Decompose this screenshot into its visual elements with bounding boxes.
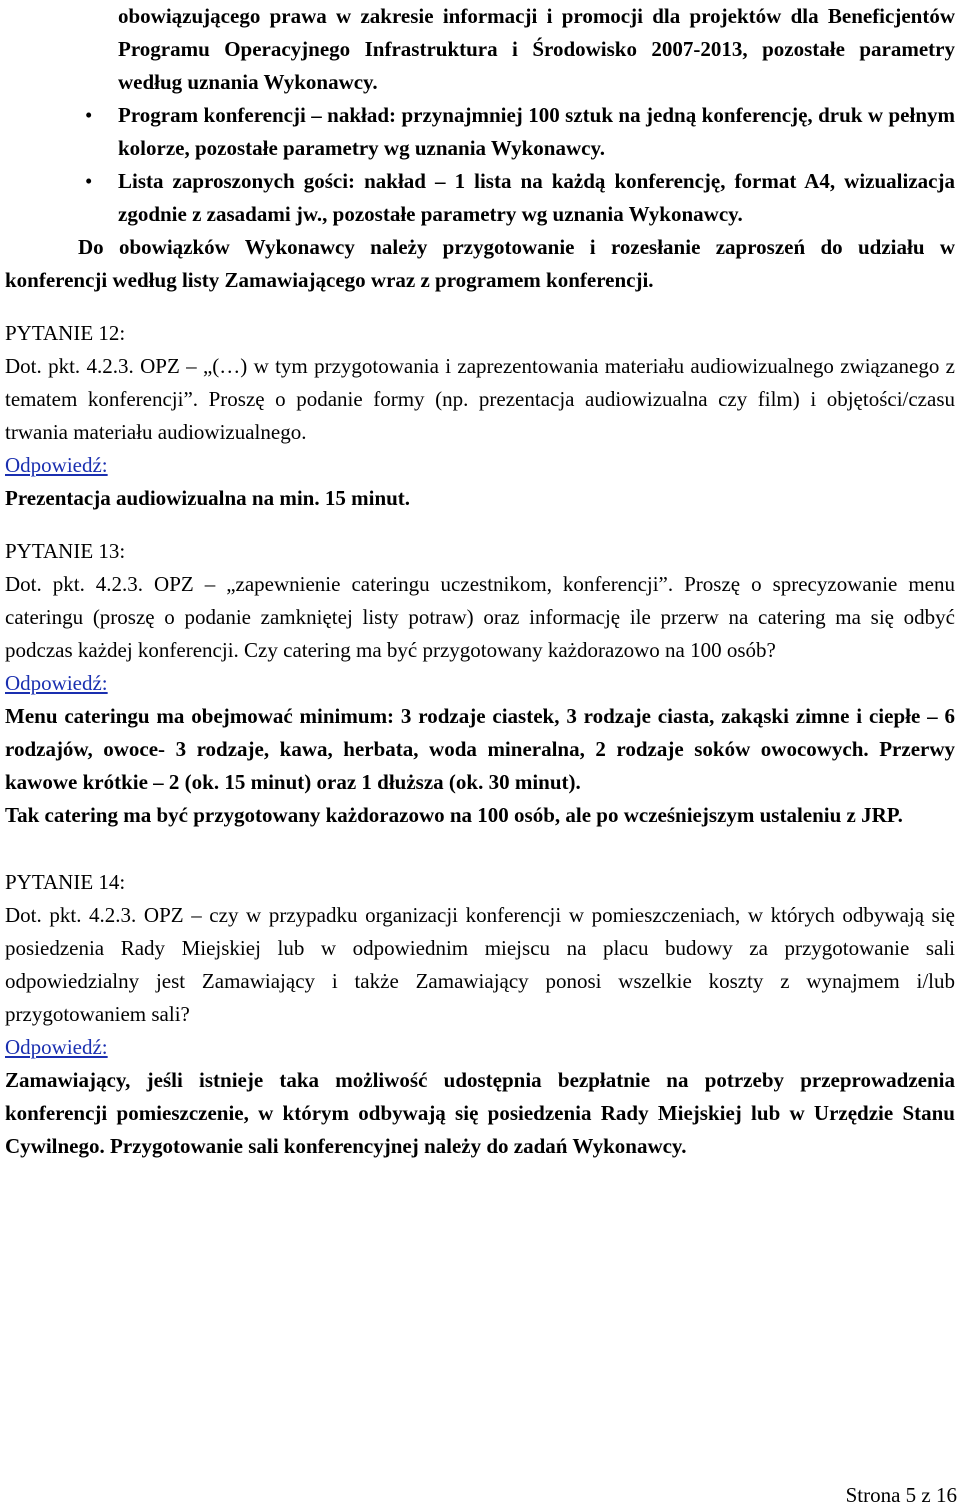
bullet-dot-icon: • [85,169,93,193]
bullet-dot-icon: • [85,103,93,127]
bullet-program [5,99,955,165]
question-heading: PYTANIE 14: [5,870,126,894]
intro-continuation: obowiązującego prawa w zakresie informacji i promocji dla projektów dla Beneficjentów Programu Operacyjnego Infrastruktura i Środowisko 2007-2013, pozostałe parametry według uznania Wykonawcy. [118,4,955,94]
intro-closing: Do obowiązków Wykonawcy należy przygotowanie i rozesłanie zaproszeń do udziału w konferencji według listy Zamawiającego wraz z programem konferencji. [5,235,955,292]
question-text: Dot. pkt. 4.2.3. OPZ – „zapewnienie cateringu uczestnikom, konferencji”. Proszę o sprecyzowanie menu cateringu (proszę o podanie zamkniętej listy potraw) oraz informację ile przerw na catering ma się odbyć podczas każdej konferencji. Czy catering ma być przygotowany każdorazowo na 100 osób? [5,572,955,662]
question-heading: PYTANIE 13: [5,539,126,563]
answer-text: Menu cateringu ma obejmować minimum: 3 rodzaje ciastek, 3 rodzaje ciasta, zakąski zimne i ciepłe – 6 rodzajów, owoce- 3 rodzaje, kawa, herbata, woda mineralna, 2 rodzaje soków owocowych. Przerwy kawowe krótkie – 2 (ok. 15 minut) oraz 1 dłuższa (ok. 30 minut). [5,704,955,794]
answer-text: Zamawiający, jeśli istnieje taka możliwość udostępnia bezpłatnie na potrzeby przeprowadzenia konferencji pomieszczenie, w którym odbywają się posiedzenia Rady Miejskiej lub w Urzędzie Stanu Cywilnego. Przygotowanie sali konferencyjnej należy do zadań Wykonawcy. [5,1068,955,1158]
answer-label: Odpowiedź: [5,671,108,695]
question-text: Dot. pkt. 4.2.3. OPZ – „(…) w tym przygotowania i zaprezentowania materiału audiowizualnego związanego z tematem konferencji”. Proszę o podanie formy (np. prezentacja audiowizualna czy film) i objętości/czasu trwania materiału audiowizualnego. [5,354,955,444]
answer-label: Odpowiedź: [5,1035,108,1059]
bullet-text: Lista zaproszonych gości: nakład – 1 lista na każdą konferencję, format A4, wizualizacja zgodnie z zasadami jw., pozostałe parametry wg uznania Wykonawcy. [118,169,955,226]
question-14 [5,866,955,1163]
question-heading: PYTANIE 12: [5,321,126,345]
answer-label: Odpowiedź: [5,453,108,477]
bullet-text: Program konferencji – nakład: przynajmniej 100 sztuk na jedną konferencję, druk w pełnym kolorze, pozostałe parametry wg uznania Wykonawcy. [118,103,955,160]
page-number: Strona 5 z 16 [845,1483,957,1507]
bullet-guest-list [5,165,955,231]
answer-text: Tak catering ma być przygotowany każdorazowo na 100 osób, ale po wcześniejszym ustaleniu z JRP. [5,803,903,827]
question-text: Dot. pkt. 4.2.3. OPZ – czy w przypadku organizacji konferencji w pomieszczeniach, w których odbywają się posiedzenia Rady Miejskiej lub w odpowiednim miejscu na placu budowy za przygotowanie sali odpowiedzialny jest Zamawiający i także Zamawiający ponosi wszelkie koszty z wynajmem i/lub przygotowaniem sali? [5,903,955,1026]
document-page [5,0,955,1163]
question-12 [5,317,955,515]
answer-text: Prezentacja audiowizualna na min. 15 minut. [5,486,411,510]
question-13 [5,535,955,832]
